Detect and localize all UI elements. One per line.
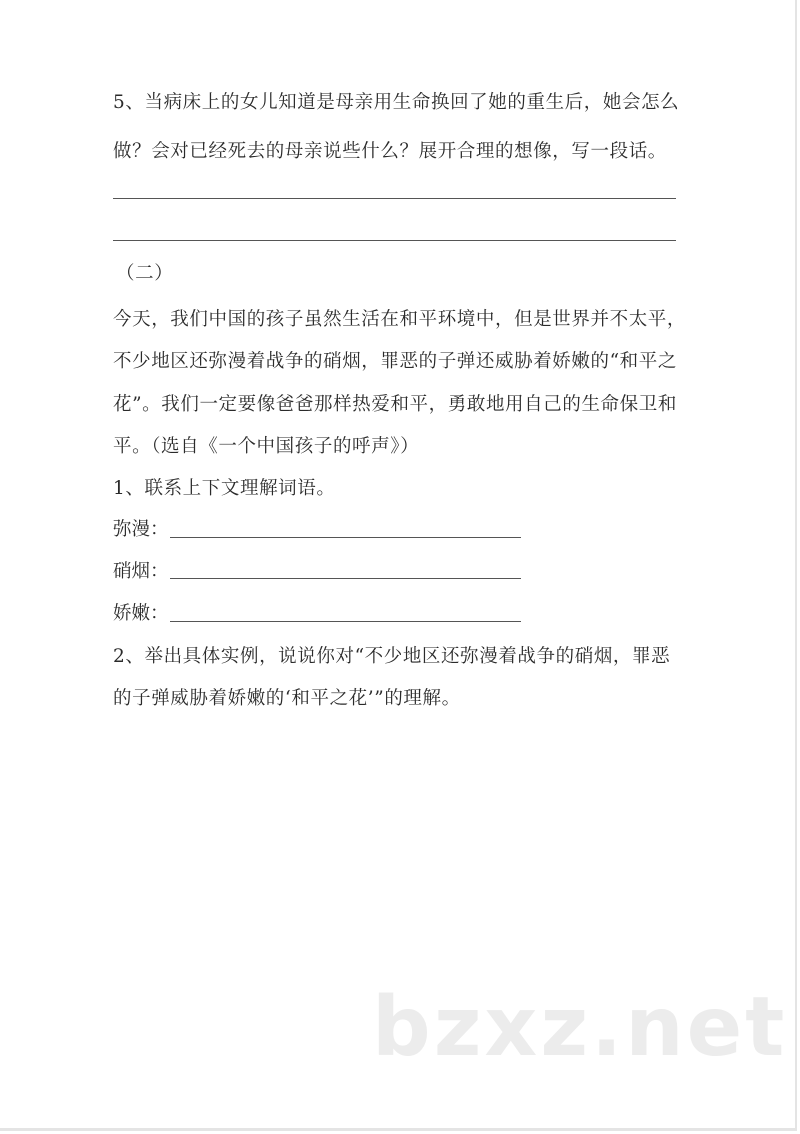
section-heading: （二）	[116, 263, 174, 284]
question-1-prompt: 1、联系上下文理解词语。	[113, 478, 336, 499]
question-5-line-1: 5、当病床上的女儿知道是母亲用生命换回了她的重生后，她会怎么	[113, 92, 680, 113]
term-label-jiaonen: 娇嫩：	[113, 603, 169, 624]
term-label-mimian: 弥漫：	[113, 519, 169, 540]
term-label-xiaoyan: 硝烟：	[113, 561, 169, 582]
term-answer-line-jiaonen[interactable]	[170, 621, 521, 622]
passage-line-3: 花”。我们一定要像爸爸那样热爱和平，勇敢地用自己的生命保卫和	[113, 394, 677, 415]
passage-line-4: 平。（选自《一个中国孩子的呼声》）	[113, 436, 420, 457]
answer-line-1[interactable]	[113, 198, 676, 199]
answer-line-2[interactable]	[113, 240, 676, 241]
term-answer-line-mimian[interactable]	[170, 537, 521, 538]
question-2-line-1: 2、举出具体实例，说说你对“不少地区还弥漫着战争的硝烟，罪恶	[113, 646, 671, 667]
passage-line-1: 今天，我们中国的孩子虽然生活在和平环境中，但是世界并不太平，	[113, 309, 687, 330]
question-2-line-2: 的子弹威胁着娇嫩的‘和平之花’”的理解。	[113, 688, 461, 709]
watermark: bzxz.net	[372, 980, 788, 1075]
question-5-line-2: 做？会对已经死去的母亲说些什么？展开合理的想像，写一段话。	[113, 141, 667, 162]
passage-line-2: 不少地区还弥漫着战争的硝烟，罪恶的子弹还威胁着娇嫩的“和平之	[113, 351, 677, 372]
term-answer-line-xiaoyan[interactable]	[170, 578, 521, 579]
